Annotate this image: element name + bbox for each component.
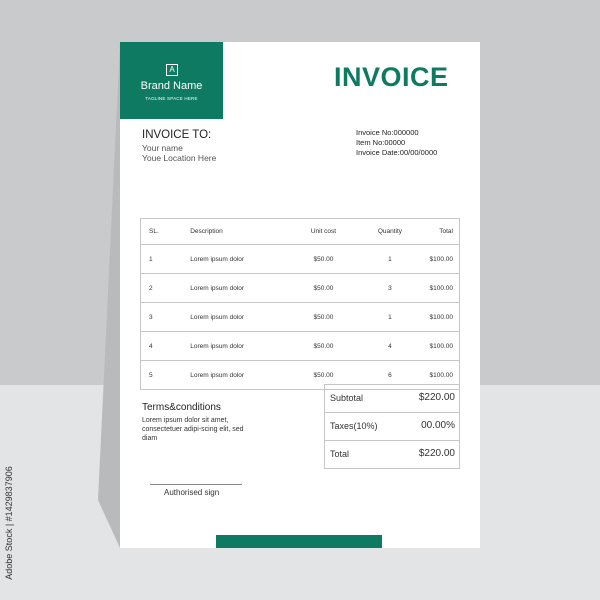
row-description: Lorem ipsum dolor bbox=[178, 332, 292, 361]
signature-line bbox=[150, 484, 242, 485]
row-unit-cost: $50.00 bbox=[293, 274, 355, 303]
row-description: Lorem ipsum dolor bbox=[178, 274, 292, 303]
signature-label: Authorised sign bbox=[164, 488, 220, 497]
row-unit-cost: $50.00 bbox=[293, 303, 355, 332]
subtotal-row bbox=[325, 385, 459, 413]
table-row bbox=[141, 332, 460, 361]
total-row bbox=[325, 441, 459, 468]
row-sl: 2 bbox=[141, 274, 179, 303]
brand-tagline: TAGLINE SPACE HERE bbox=[145, 96, 198, 101]
row-total: $100.00 bbox=[426, 361, 460, 390]
header-unit-cost: Unit cost bbox=[293, 219, 355, 245]
items-table bbox=[140, 218, 460, 390]
total-value: $220.00 bbox=[418, 448, 455, 459]
row-unit-cost: $50.00 bbox=[293, 245, 355, 274]
brand-block bbox=[120, 42, 223, 119]
customer-location: Youe Location Here bbox=[142, 153, 217, 163]
table-row bbox=[141, 303, 460, 332]
row-total: $100.00 bbox=[426, 303, 460, 332]
totals-box bbox=[324, 384, 460, 469]
invoice-to-label: INVOICE TO: bbox=[142, 129, 212, 141]
row-total: $100.00 bbox=[426, 274, 460, 303]
taxes-row bbox=[325, 413, 459, 441]
table-row bbox=[141, 274, 460, 303]
table-header-row bbox=[141, 219, 460, 245]
taxes-label: Taxes(10%) bbox=[330, 421, 378, 431]
row-quantity: 4 bbox=[354, 332, 425, 361]
row-quantity: 3 bbox=[354, 274, 425, 303]
subtotal-value: $220.00 bbox=[418, 392, 455, 403]
row-quantity: 6 bbox=[354, 361, 425, 390]
row-unit-cost: $50.00 bbox=[293, 332, 355, 361]
item-number: Item No:00000 bbox=[356, 138, 406, 147]
row-sl: 1 bbox=[141, 245, 179, 274]
stock-id-text: Adobe Stock | #1429837906 bbox=[4, 466, 14, 580]
invoice-title: INVOICE bbox=[334, 62, 449, 92]
customer-name: Your name bbox=[142, 143, 183, 153]
header-total: Total bbox=[426, 219, 460, 245]
row-total: $100.00 bbox=[426, 332, 460, 361]
taxes-value: 00.00% bbox=[421, 420, 455, 431]
row-sl: 4 bbox=[141, 332, 179, 361]
row-total: $100.00 bbox=[426, 245, 460, 274]
header-quantity: Quantity bbox=[354, 219, 425, 245]
terms-heading: Terms&conditions bbox=[142, 402, 221, 413]
row-sl: 5 bbox=[141, 361, 179, 390]
invoice-page bbox=[120, 42, 480, 548]
table-row bbox=[141, 245, 460, 274]
row-sl: 3 bbox=[141, 303, 179, 332]
brand-name: Brand Name bbox=[140, 80, 203, 92]
brand-logo-icon: A bbox=[166, 64, 178, 76]
invoice-number: Invoice No:000000 bbox=[356, 128, 419, 137]
invoice-date: Invoice Date:00/00/0000 bbox=[356, 148, 438, 157]
terms-text: Lorem ipsum dolor sit amet, consectetuer adipi-scing elit, sed diam bbox=[142, 417, 244, 442]
row-description: Lorem ipsum dolor bbox=[178, 245, 292, 274]
subtotal-label: Subtotal bbox=[330, 393, 364, 403]
row-quantity: 1 bbox=[354, 245, 425, 274]
stock-id-watermark bbox=[2, 460, 16, 590]
footer-accent-bar bbox=[216, 535, 382, 548]
row-description: Lorem ipsum dolor bbox=[178, 303, 292, 332]
header-description: Description bbox=[178, 219, 292, 245]
row-quantity: 1 bbox=[354, 303, 425, 332]
header-sl: SL. bbox=[141, 219, 179, 245]
total-label: Total bbox=[330, 449, 350, 459]
row-description: Lorem ipsum dolor bbox=[178, 361, 292, 390]
row-unit-cost: $50.00 bbox=[293, 361, 355, 390]
